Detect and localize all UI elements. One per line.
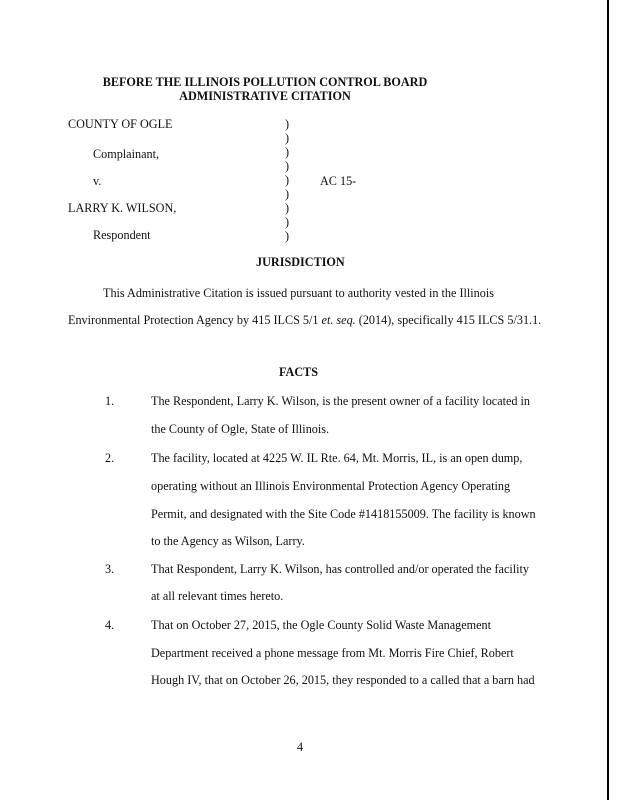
fact-line: Permit, and designated with the Site Code #1418155009. The facility is known [151,507,536,521]
case-number: AC 15- [320,174,357,188]
fact-line: at all relevant times hereto. [151,589,284,603]
fact-line: operating without an Illinois Environmental Protection Agency Operating [151,479,511,493]
fact-line: The facility, located at 4225 W. IL Rte. 64, Mt. Morris, IL, is an open dump, [151,451,523,465]
jurisdiction-line-2 [68,313,541,328]
caption-paren: ) [285,201,290,215]
caption-paren: ) [285,145,290,159]
statute-citation: Environmental Protection Agency by 415 ILCS 5/1 [68,313,322,327]
caption-paren: ) [285,131,290,145]
complainant-party: COUNTY OF OGLE [68,117,173,131]
jurisdiction-heading: JURISDICTION [256,255,345,269]
fact-line: Hough IV, that on October 26, 2015, they responded to a called that a barn had [151,673,535,687]
fact-number: 4. [105,618,115,632]
board-title: BEFORE THE ILLINOIS POLLUTION CONTROL BOARD [102,75,428,89]
fact-line: That on October 27, 2015, the Ogle County Solid Waste Management [151,618,491,632]
respondent-role: Respondent [93,228,151,242]
fact-line: the County of Ogle, State of Illinois. [151,422,330,436]
caption-paren: ) [285,117,290,131]
fact-number: 3. [105,562,115,576]
fact-line: That Respondent, Larry K. Wilson, has controlled and/or operated the facility [151,562,530,576]
caption-paren: ) [285,215,290,229]
jurisdiction-line-1: This Administrative Citation is issued pursuant to authority vested in the Illinois [103,286,494,300]
fact-line: The Respondent, Larry K. Wilson, is the present owner of a facility located in [151,394,531,408]
caption-paren: ) [285,159,290,173]
citation-title: ADMINISTRATIVE CITATION [179,89,351,103]
caption-paren: ) [285,173,290,187]
complainant-role: Complainant, [93,147,160,161]
fact-number: 2. [105,451,115,465]
page-edge-rule [607,0,609,800]
statute-specific: (2014), specifically 415 ILCS 5/31.1. [355,313,542,327]
caption-paren: ) [285,229,290,243]
page-number: 4 [296,740,304,754]
fact-line: to the Agency as Wilson, Larry. [151,534,305,548]
caption-paren: ) [285,187,290,201]
respondent-party: LARRY K. WILSON, [68,201,177,215]
facts-heading: FACTS [279,365,319,379]
versus-label: v. [93,174,102,188]
fact-number: 1. [105,394,115,408]
et-seq-italic: et. seq. [321,313,356,327]
fact-line: Department received a phone message from Mt. Morris Fire Chief, Robert [151,646,514,660]
